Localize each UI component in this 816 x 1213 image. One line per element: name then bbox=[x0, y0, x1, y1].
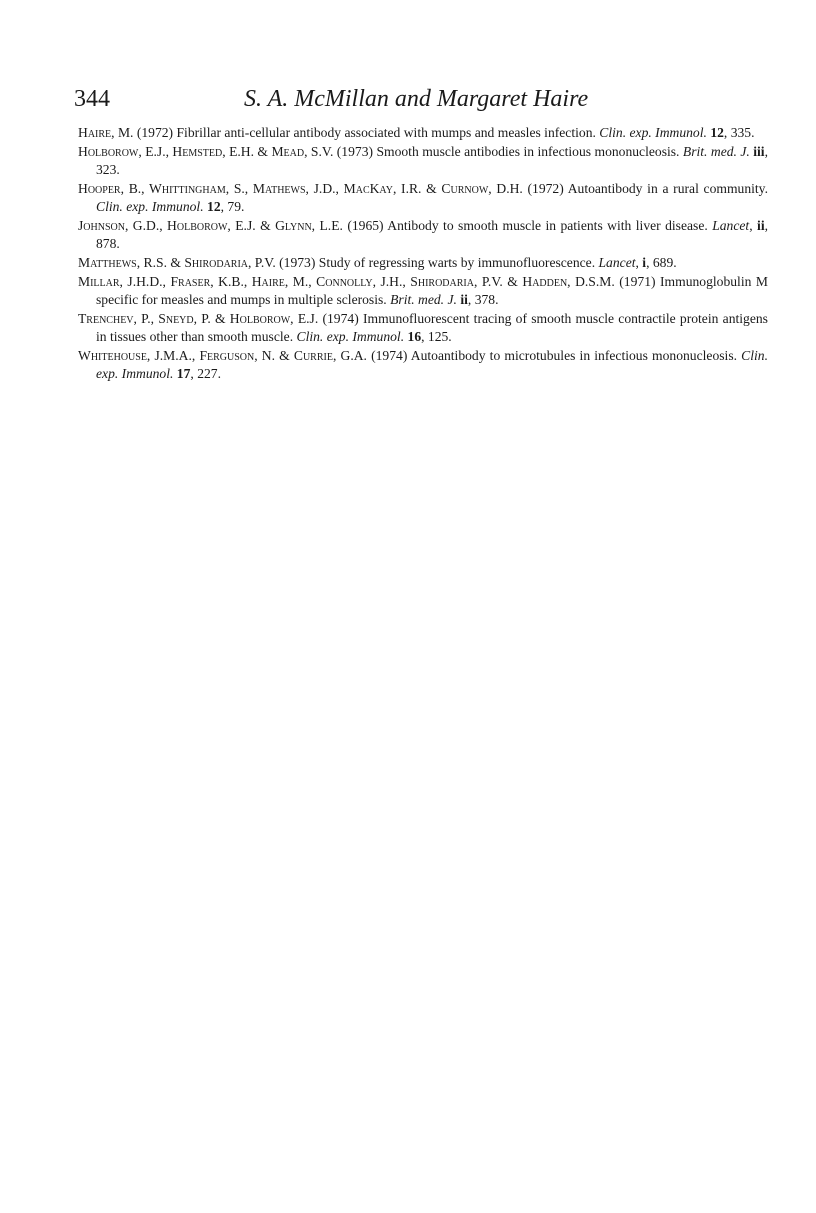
reference-pages: , 323. bbox=[96, 143, 768, 178]
reference-item bbox=[78, 347, 768, 384]
reference-pages: , 689. bbox=[646, 255, 677, 271]
reference-authors: Matthews, R.S. & Shirodaria, P.V. bbox=[78, 255, 276, 271]
reference-separator: , bbox=[635, 255, 643, 271]
reference-journal: Lancet bbox=[712, 217, 750, 233]
reference-item bbox=[78, 180, 768, 217]
reference-authors: Millar, J.H.D., Fraser, K.B., Haire, M., Connolly, J.H., Shirodaria, P.V. & Hadden, D.S.M. bbox=[78, 273, 615, 289]
reference-pages: , 378. bbox=[467, 292, 499, 308]
reference-authors: Trenchev, P., Sneyd, P. & Holborow, E.J. bbox=[78, 310, 319, 326]
reference-journal: Lancet bbox=[598, 255, 636, 271]
reference-authors: Holborow, E.J., Hemsted, E.H. & Mead, S.V. bbox=[78, 143, 334, 159]
reference-item bbox=[78, 273, 768, 310]
reference-details: (1973) Study of regressing warts by immunofluorescence. bbox=[275, 255, 599, 271]
reference-pages: , 79. bbox=[220, 199, 245, 215]
reference-pages: , 335. bbox=[723, 125, 755, 140]
reference-authors: Hooper, B., Whittingham, S., Mathews, J.D., MacKay, I.R. & Curnow, D.H. bbox=[78, 180, 523, 196]
reference-separator: , bbox=[749, 217, 758, 233]
reference-journal: Brit. med. J. bbox=[682, 143, 750, 159]
reference-list bbox=[78, 124, 768, 384]
reference-pages: , 878. bbox=[96, 217, 769, 252]
reference-volume: iii bbox=[753, 143, 765, 159]
reference-pages: , 227. bbox=[190, 366, 221, 382]
running-title: S. A. McMillan and Margaret Haire bbox=[244, 86, 589, 112]
page-header bbox=[74, 84, 774, 118]
reference-journal: Clin. exp. Immunol. bbox=[296, 329, 405, 345]
reference-details: (1974) Immunofluorescent tracing of smooth muscle contractile protein antigens in tissues other than smooth muscle. bbox=[96, 310, 768, 345]
reference-journal: Clin. exp. Immunol. bbox=[96, 348, 768, 382]
reference-item bbox=[78, 217, 768, 254]
reference-item bbox=[78, 310, 768, 347]
reference-details: (1973) Smooth muscle antibodies in infectious mononucleosis. bbox=[333, 143, 683, 159]
reference-item bbox=[78, 143, 768, 180]
reference-journal: Clin. exp. Immunol. bbox=[96, 199, 204, 215]
reference-volume: 16 bbox=[407, 329, 422, 345]
reference-authors: Haire, M. bbox=[78, 125, 134, 140]
page-number: 344 bbox=[74, 86, 110, 112]
reference-journal: Clin. exp. Immunol. bbox=[599, 125, 707, 140]
reference-journal: Brit. med. J. bbox=[390, 292, 457, 308]
reference-volume: 12 bbox=[207, 199, 221, 215]
reference-volume: ii bbox=[757, 217, 765, 233]
reference-item bbox=[78, 254, 768, 272]
reference-item bbox=[78, 124, 768, 142]
reference-details: (1965) Antibody to smooth muscle in patients with liver disease. bbox=[342, 217, 713, 233]
reference-details: (1972) Fibrillar anti-cellular antibody associated with mumps and measles infection. bbox=[133, 125, 600, 140]
reference-details: (1972) Autoantibody in a rural community. bbox=[522, 180, 768, 196]
reference-details: (1971) Immunoglobulin M specific for measles and mumps in multiple sclerosis. bbox=[96, 273, 768, 308]
reference-volume: 17 bbox=[176, 366, 191, 382]
reference-volume: i bbox=[642, 255, 647, 271]
reference-volume: ii bbox=[460, 292, 468, 308]
reference-authors: Whitehouse, J.M.A., Ferguson, N. & Currie, G.A. bbox=[78, 348, 367, 364]
reference-volume: 12 bbox=[710, 125, 724, 140]
reference-details: (1974) Autoantibody to microtubules in infectious mononucleosis. bbox=[366, 348, 742, 364]
reference-authors: Johnson, G.D., Holborow, E.J. & Glynn, L.E. bbox=[78, 217, 343, 233]
reference-pages: , 125. bbox=[421, 329, 452, 345]
